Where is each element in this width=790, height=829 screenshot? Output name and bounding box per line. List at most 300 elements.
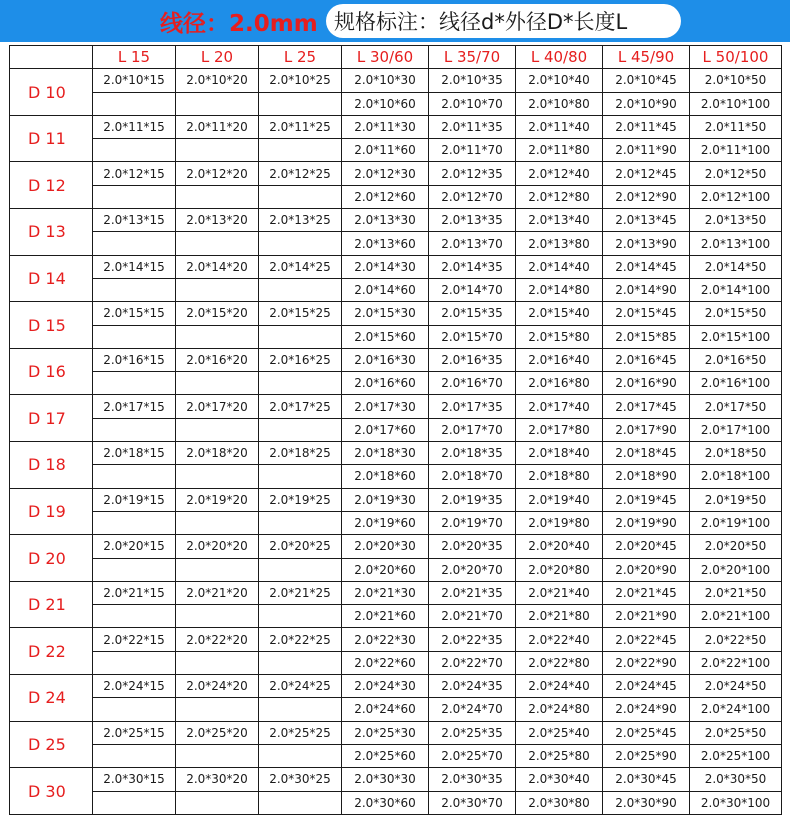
row-label: D 20 bbox=[10, 535, 93, 582]
spec-cell: 2.0*22*20 bbox=[176, 628, 259, 651]
spec-cell: 2.0*14*15 bbox=[93, 255, 176, 278]
spec-cell: 2.0*17*100 bbox=[690, 418, 782, 441]
spec-cell: 2.0*30*90 bbox=[603, 791, 690, 814]
spec-cell: 2.0*14*90 bbox=[603, 278, 690, 301]
spec-cell: 2.0*18*20 bbox=[176, 442, 259, 465]
spec-cell: 2.0*13*15 bbox=[93, 209, 176, 232]
spec-cell: 2.0*20*45 bbox=[603, 535, 690, 558]
spec-cell: 2.0*11*35 bbox=[429, 115, 516, 138]
spec-cell bbox=[176, 92, 259, 115]
spec-cell: 2.0*25*35 bbox=[429, 721, 516, 744]
spec-cell: 2.0*17*25 bbox=[259, 395, 342, 418]
spec-cell: 2.0*25*50 bbox=[690, 721, 782, 744]
spec-cell: 2.0*18*40 bbox=[516, 442, 603, 465]
spec-cell: 2.0*18*60 bbox=[342, 465, 429, 488]
spec-cell: 2.0*22*35 bbox=[429, 628, 516, 651]
table-row bbox=[10, 675, 782, 698]
spec-cell: 2.0*20*40 bbox=[516, 535, 603, 558]
spec-cell bbox=[176, 325, 259, 348]
table-row bbox=[10, 791, 782, 814]
row-label: D 24 bbox=[10, 675, 93, 722]
spec-cell: 2.0*13*25 bbox=[259, 209, 342, 232]
spec-cell: 2.0*19*45 bbox=[603, 488, 690, 511]
spec-cell: 2.0*25*70 bbox=[429, 744, 516, 767]
spec-cell: 2.0*25*25 bbox=[259, 721, 342, 744]
table-row bbox=[10, 232, 782, 255]
spec-cell: 2.0*12*35 bbox=[429, 162, 516, 185]
spec-cell: 2.0*11*30 bbox=[342, 115, 429, 138]
spec-cell: 2.0*24*30 bbox=[342, 675, 429, 698]
spec-cell bbox=[176, 791, 259, 814]
spec-cell: 2.0*16*25 bbox=[259, 348, 342, 371]
spec-cell: 2.0*17*20 bbox=[176, 395, 259, 418]
spec-cell: 2.0*18*45 bbox=[603, 442, 690, 465]
spec-cell: 2.0*15*50 bbox=[690, 302, 782, 325]
spec-cell: 2.0*13*30 bbox=[342, 209, 429, 232]
spec-cell bbox=[93, 139, 176, 162]
spec-cell: 2.0*12*90 bbox=[603, 185, 690, 208]
spec-cell: 2.0*30*50 bbox=[690, 768, 782, 791]
spec-cell: 2.0*24*20 bbox=[176, 675, 259, 698]
spec-cell bbox=[259, 605, 342, 628]
spec-cell: 2.0*21*20 bbox=[176, 581, 259, 604]
column-header: L 45/90 bbox=[603, 46, 690, 69]
spec-cell bbox=[259, 232, 342, 255]
spec-cell: 2.0*16*80 bbox=[516, 372, 603, 395]
spec-cell: 2.0*13*80 bbox=[516, 232, 603, 255]
spec-cell: 2.0*24*50 bbox=[690, 675, 782, 698]
spec-cell bbox=[176, 278, 259, 301]
spec-cell bbox=[259, 139, 342, 162]
spec-cell bbox=[176, 465, 259, 488]
spec-cell: 2.0*30*45 bbox=[603, 768, 690, 791]
spec-cell bbox=[259, 511, 342, 534]
spec-cell: 2.0*11*15 bbox=[93, 115, 176, 138]
spec-cell: 2.0*13*20 bbox=[176, 209, 259, 232]
spec-cell: 2.0*22*70 bbox=[429, 651, 516, 674]
spec-cell: 2.0*14*45 bbox=[603, 255, 690, 278]
spec-cell: 2.0*11*20 bbox=[176, 115, 259, 138]
spec-cell: 2.0*12*80 bbox=[516, 185, 603, 208]
spec-cell: 2.0*17*90 bbox=[603, 418, 690, 441]
spec-cell: 2.0*16*35 bbox=[429, 348, 516, 371]
spec-cell bbox=[176, 744, 259, 767]
spec-cell: 2.0*17*80 bbox=[516, 418, 603, 441]
spec-cell: 2.0*12*20 bbox=[176, 162, 259, 185]
wire-diameter-title: 线径：2.0mm bbox=[160, 11, 318, 37]
table-row bbox=[10, 69, 782, 92]
spec-cell: 2.0*24*80 bbox=[516, 698, 603, 721]
spec-cell: 2.0*11*60 bbox=[342, 139, 429, 162]
spec-cell: 2.0*11*45 bbox=[603, 115, 690, 138]
table-row bbox=[10, 651, 782, 674]
spec-cell: 2.0*19*50 bbox=[690, 488, 782, 511]
spec-cell: 2.0*12*40 bbox=[516, 162, 603, 185]
spec-cell bbox=[259, 651, 342, 674]
spec-cell bbox=[176, 372, 259, 395]
spec-cell bbox=[93, 92, 176, 115]
spec-cell: 2.0*18*35 bbox=[429, 442, 516, 465]
spec-cell: 2.0*20*70 bbox=[429, 558, 516, 581]
table-row bbox=[10, 185, 782, 208]
spec-cell: 2.0*17*30 bbox=[342, 395, 429, 418]
row-label: D 11 bbox=[10, 115, 93, 162]
spec-cell bbox=[93, 744, 176, 767]
spec-cell: 2.0*21*70 bbox=[429, 605, 516, 628]
spec-cell: 2.0*25*20 bbox=[176, 721, 259, 744]
spec-cell: 2.0*16*45 bbox=[603, 348, 690, 371]
table-row bbox=[10, 278, 782, 301]
spec-cell: 2.0*18*15 bbox=[93, 442, 176, 465]
spec-cell bbox=[93, 651, 176, 674]
row-label: D 15 bbox=[10, 302, 93, 349]
spec-cell bbox=[176, 139, 259, 162]
spec-cell: 2.0*30*15 bbox=[93, 768, 176, 791]
spec-cell bbox=[93, 605, 176, 628]
spec-cell bbox=[176, 232, 259, 255]
spec-cell: 2.0*15*100 bbox=[690, 325, 782, 348]
spec-cell: 2.0*25*80 bbox=[516, 744, 603, 767]
spec-cell: 2.0*19*80 bbox=[516, 511, 603, 534]
spec-cell: 2.0*10*90 bbox=[603, 92, 690, 115]
spec-cell bbox=[93, 372, 176, 395]
spec-cell: 2.0*13*100 bbox=[690, 232, 782, 255]
column-header: L 30/60 bbox=[342, 46, 429, 69]
row-label: D 17 bbox=[10, 395, 93, 442]
spec-cell: 2.0*19*40 bbox=[516, 488, 603, 511]
spec-cell bbox=[259, 325, 342, 348]
spec-cell: 2.0*21*80 bbox=[516, 605, 603, 628]
spec-cell bbox=[176, 418, 259, 441]
spec-cell: 2.0*14*40 bbox=[516, 255, 603, 278]
spec-cell: 2.0*11*70 bbox=[429, 139, 516, 162]
spec-cell: 2.0*16*90 bbox=[603, 372, 690, 395]
spec-cell: 2.0*14*35 bbox=[429, 255, 516, 278]
spec-cell: 2.0*17*60 bbox=[342, 418, 429, 441]
spec-cell: 2.0*21*90 bbox=[603, 605, 690, 628]
spec-cell: 2.0*11*50 bbox=[690, 115, 782, 138]
spec-cell: 2.0*25*40 bbox=[516, 721, 603, 744]
spec-cell: 2.0*20*90 bbox=[603, 558, 690, 581]
spec-cell bbox=[93, 325, 176, 348]
spec-cell bbox=[93, 511, 176, 534]
spec-cell: 2.0*18*30 bbox=[342, 442, 429, 465]
spec-cell: 2.0*18*100 bbox=[690, 465, 782, 488]
table-row bbox=[10, 255, 782, 278]
spec-cell: 2.0*18*90 bbox=[603, 465, 690, 488]
spec-cell: 2.0*18*80 bbox=[516, 465, 603, 488]
spec-cell bbox=[176, 651, 259, 674]
spec-cell: 2.0*20*30 bbox=[342, 535, 429, 558]
spec-note-text: 规格标注：线径d*外径D*长度L bbox=[334, 10, 628, 34]
spec-cell: 2.0*22*100 bbox=[690, 651, 782, 674]
spec-table bbox=[9, 45, 782, 815]
table-row bbox=[10, 628, 782, 651]
spec-cell: 2.0*21*60 bbox=[342, 605, 429, 628]
spec-cell: 2.0*30*30 bbox=[342, 768, 429, 791]
spec-cell: 2.0*15*35 bbox=[429, 302, 516, 325]
spec-cell: 2.0*15*20 bbox=[176, 302, 259, 325]
spec-cell bbox=[93, 698, 176, 721]
spec-cell: 2.0*25*100 bbox=[690, 744, 782, 767]
spec-cell: 2.0*30*25 bbox=[259, 768, 342, 791]
row-label: D 30 bbox=[10, 768, 93, 815]
table-row bbox=[10, 302, 782, 325]
spec-cell: 2.0*24*35 bbox=[429, 675, 516, 698]
spec-cell: 2.0*30*80 bbox=[516, 791, 603, 814]
spec-cell: 2.0*17*45 bbox=[603, 395, 690, 418]
spec-cell: 2.0*21*30 bbox=[342, 581, 429, 604]
spec-cell: 2.0*10*70 bbox=[429, 92, 516, 115]
table-row bbox=[10, 115, 782, 138]
row-label: D 13 bbox=[10, 209, 93, 256]
spec-cell: 2.0*24*40 bbox=[516, 675, 603, 698]
spec-cell: 2.0*14*100 bbox=[690, 278, 782, 301]
spec-cell: 2.0*21*35 bbox=[429, 581, 516, 604]
spec-cell bbox=[176, 605, 259, 628]
spec-cell: 2.0*15*40 bbox=[516, 302, 603, 325]
table-row bbox=[10, 92, 782, 115]
spec-cell: 2.0*17*40 bbox=[516, 395, 603, 418]
spec-cell: 2.0*30*35 bbox=[429, 768, 516, 791]
spec-cell: 2.0*14*20 bbox=[176, 255, 259, 278]
spec-cell bbox=[259, 92, 342, 115]
spec-cell bbox=[259, 278, 342, 301]
spec-cell: 2.0*16*40 bbox=[516, 348, 603, 371]
row-label: D 21 bbox=[10, 581, 93, 628]
spec-cell: 2.0*12*45 bbox=[603, 162, 690, 185]
spec-cell bbox=[259, 185, 342, 208]
spec-cell: 2.0*24*25 bbox=[259, 675, 342, 698]
row-label: D 16 bbox=[10, 348, 93, 395]
spec-cell: 2.0*15*70 bbox=[429, 325, 516, 348]
spec-cell: 2.0*30*40 bbox=[516, 768, 603, 791]
spec-cell: 2.0*16*30 bbox=[342, 348, 429, 371]
spec-cell: 2.0*22*30 bbox=[342, 628, 429, 651]
table-row bbox=[10, 488, 782, 511]
spec-cell: 2.0*13*45 bbox=[603, 209, 690, 232]
spec-cell: 2.0*24*70 bbox=[429, 698, 516, 721]
header-row bbox=[10, 46, 782, 69]
spec-cell: 2.0*30*70 bbox=[429, 791, 516, 814]
spec-cell bbox=[93, 232, 176, 255]
spec-cell bbox=[93, 465, 176, 488]
column-header: L 20 bbox=[176, 46, 259, 69]
spec-cell: 2.0*20*100 bbox=[690, 558, 782, 581]
spec-cell: 2.0*14*30 bbox=[342, 255, 429, 278]
spec-cell: 2.0*13*90 bbox=[603, 232, 690, 255]
spec-cell: 2.0*20*80 bbox=[516, 558, 603, 581]
spec-cell: 2.0*22*80 bbox=[516, 651, 603, 674]
table-row bbox=[10, 558, 782, 581]
spec-cell: 2.0*19*90 bbox=[603, 511, 690, 534]
table-row bbox=[10, 139, 782, 162]
spec-cell: 2.0*18*25 bbox=[259, 442, 342, 465]
spec-cell: 2.0*13*50 bbox=[690, 209, 782, 232]
spec-cell: 2.0*30*60 bbox=[342, 791, 429, 814]
spec-cell: 2.0*22*60 bbox=[342, 651, 429, 674]
spec-cell: 2.0*16*50 bbox=[690, 348, 782, 371]
corner-cell bbox=[10, 46, 93, 69]
spec-cell: 2.0*10*50 bbox=[690, 69, 782, 92]
spec-cell: 2.0*30*100 bbox=[690, 791, 782, 814]
table-row bbox=[10, 348, 782, 371]
spec-cell: 2.0*12*25 bbox=[259, 162, 342, 185]
spec-cell: 2.0*19*15 bbox=[93, 488, 176, 511]
spec-cell: 2.0*20*25 bbox=[259, 535, 342, 558]
spec-cell: 2.0*19*30 bbox=[342, 488, 429, 511]
spec-cell bbox=[93, 791, 176, 814]
spec-cell bbox=[176, 511, 259, 534]
spec-cell: 2.0*15*60 bbox=[342, 325, 429, 348]
spec-cell: 2.0*14*80 bbox=[516, 278, 603, 301]
spec-cell: 2.0*13*35 bbox=[429, 209, 516, 232]
spec-cell bbox=[259, 465, 342, 488]
spec-cell: 2.0*22*15 bbox=[93, 628, 176, 651]
spec-cell: 2.0*24*45 bbox=[603, 675, 690, 698]
spec-cell: 2.0*10*45 bbox=[603, 69, 690, 92]
spec-cell: 2.0*18*70 bbox=[429, 465, 516, 488]
spec-cell: 2.0*17*15 bbox=[93, 395, 176, 418]
table-row bbox=[10, 605, 782, 628]
spec-cell: 2.0*13*60 bbox=[342, 232, 429, 255]
spec-cell: 2.0*24*100 bbox=[690, 698, 782, 721]
spec-cell: 2.0*21*15 bbox=[93, 581, 176, 604]
table-row bbox=[10, 372, 782, 395]
spec-cell: 2.0*24*60 bbox=[342, 698, 429, 721]
spec-cell bbox=[93, 418, 176, 441]
table-row bbox=[10, 581, 782, 604]
spec-cell: 2.0*12*100 bbox=[690, 185, 782, 208]
spec-cell: 2.0*20*60 bbox=[342, 558, 429, 581]
spec-cell: 2.0*10*40 bbox=[516, 69, 603, 92]
spec-cell: 2.0*11*90 bbox=[603, 139, 690, 162]
spec-cell: 2.0*12*60 bbox=[342, 185, 429, 208]
spec-cell: 2.0*19*25 bbox=[259, 488, 342, 511]
spec-cell: 2.0*22*25 bbox=[259, 628, 342, 651]
spec-cell: 2.0*15*30 bbox=[342, 302, 429, 325]
spec-cell: 2.0*25*30 bbox=[342, 721, 429, 744]
table-row bbox=[10, 721, 782, 744]
spec-cell: 2.0*16*70 bbox=[429, 372, 516, 395]
spec-cell: 2.0*22*45 bbox=[603, 628, 690, 651]
spec-cell: 2.0*11*40 bbox=[516, 115, 603, 138]
spec-cell: 2.0*11*25 bbox=[259, 115, 342, 138]
spec-cell: 2.0*22*50 bbox=[690, 628, 782, 651]
spec-cell: 2.0*20*20 bbox=[176, 535, 259, 558]
spec-cell: 2.0*20*35 bbox=[429, 535, 516, 558]
spec-cell bbox=[259, 558, 342, 581]
spec-cell bbox=[93, 278, 176, 301]
spec-cell: 2.0*19*20 bbox=[176, 488, 259, 511]
spec-cell: 2.0*16*100 bbox=[690, 372, 782, 395]
spec-cell: 2.0*10*30 bbox=[342, 69, 429, 92]
row-label: D 19 bbox=[10, 488, 93, 535]
row-label: D 12 bbox=[10, 162, 93, 209]
spec-cell: 2.0*22*90 bbox=[603, 651, 690, 674]
spec-cell: 2.0*10*35 bbox=[429, 69, 516, 92]
spec-cell: 2.0*15*85 bbox=[603, 325, 690, 348]
table-row bbox=[10, 698, 782, 721]
spec-cell: 2.0*21*25 bbox=[259, 581, 342, 604]
column-header: L 35/70 bbox=[429, 46, 516, 69]
table-row bbox=[10, 442, 782, 465]
spec-cell: 2.0*14*50 bbox=[690, 255, 782, 278]
spec-cell: 2.0*15*80 bbox=[516, 325, 603, 348]
spec-cell bbox=[176, 185, 259, 208]
spec-cell: 2.0*16*15 bbox=[93, 348, 176, 371]
table-row bbox=[10, 209, 782, 232]
spec-cell: 2.0*10*25 bbox=[259, 69, 342, 92]
spec-cell: 2.0*17*35 bbox=[429, 395, 516, 418]
spec-cell: 2.0*13*70 bbox=[429, 232, 516, 255]
column-header: L 15 bbox=[93, 46, 176, 69]
spec-cell: 2.0*13*40 bbox=[516, 209, 603, 232]
spec-cell bbox=[259, 418, 342, 441]
table-row bbox=[10, 162, 782, 185]
table-row bbox=[10, 395, 782, 418]
spec-cell: 2.0*12*70 bbox=[429, 185, 516, 208]
row-label: D 18 bbox=[10, 442, 93, 489]
spec-cell bbox=[259, 791, 342, 814]
spec-cell: 2.0*11*100 bbox=[690, 139, 782, 162]
table-row bbox=[10, 744, 782, 767]
row-label: D 14 bbox=[10, 255, 93, 302]
spec-cell: 2.0*14*60 bbox=[342, 278, 429, 301]
spec-cell: 2.0*11*80 bbox=[516, 139, 603, 162]
row-label: D 10 bbox=[10, 69, 93, 116]
spec-cell: 2.0*25*45 bbox=[603, 721, 690, 744]
spec-cell: 2.0*10*80 bbox=[516, 92, 603, 115]
spec-cell: 2.0*19*100 bbox=[690, 511, 782, 534]
spec-cell: 2.0*15*25 bbox=[259, 302, 342, 325]
spec-cell: 2.0*20*50 bbox=[690, 535, 782, 558]
spec-cell: 2.0*25*60 bbox=[342, 744, 429, 767]
title-banner bbox=[0, 0, 790, 42]
spec-cell: 2.0*17*70 bbox=[429, 418, 516, 441]
spec-cell: 2.0*19*35 bbox=[429, 488, 516, 511]
spec-cell: 2.0*10*15 bbox=[93, 69, 176, 92]
table-body bbox=[10, 69, 782, 815]
spec-cell bbox=[176, 698, 259, 721]
row-label: D 22 bbox=[10, 628, 93, 675]
table-row bbox=[10, 325, 782, 348]
spec-cell: 2.0*14*70 bbox=[429, 278, 516, 301]
spec-cell: 2.0*10*100 bbox=[690, 92, 782, 115]
spec-cell: 2.0*12*30 bbox=[342, 162, 429, 185]
table-row bbox=[10, 465, 782, 488]
spec-cell: 2.0*21*40 bbox=[516, 581, 603, 604]
table-row bbox=[10, 768, 782, 791]
spec-cell: 2.0*22*40 bbox=[516, 628, 603, 651]
spec-cell: 2.0*10*60 bbox=[342, 92, 429, 115]
row-label: D 25 bbox=[10, 721, 93, 768]
spec-cell bbox=[93, 185, 176, 208]
table-row bbox=[10, 418, 782, 441]
spec-cell bbox=[259, 372, 342, 395]
spec-cell: 2.0*10*20 bbox=[176, 69, 259, 92]
spec-cell: 2.0*24*90 bbox=[603, 698, 690, 721]
spec-cell bbox=[176, 558, 259, 581]
spec-cell: 2.0*21*100 bbox=[690, 605, 782, 628]
spec-cell: 2.0*18*50 bbox=[690, 442, 782, 465]
column-header: L 40/80 bbox=[516, 46, 603, 69]
table-row bbox=[10, 511, 782, 534]
spec-cell: 2.0*25*15 bbox=[93, 721, 176, 744]
spec-cell: 2.0*12*50 bbox=[690, 162, 782, 185]
spec-cell: 2.0*19*70 bbox=[429, 511, 516, 534]
spec-cell: 2.0*12*15 bbox=[93, 162, 176, 185]
